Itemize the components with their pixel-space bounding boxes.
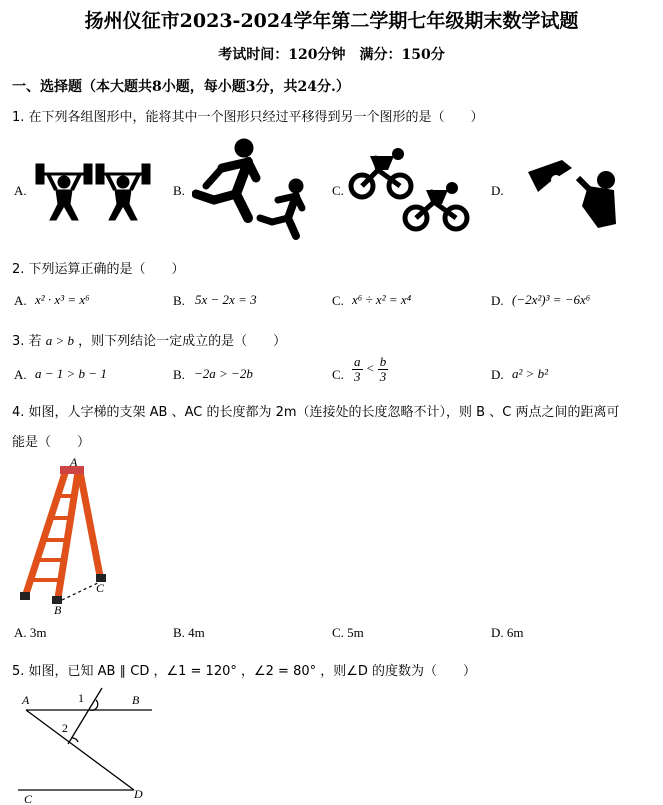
ladder-label-b: B — [54, 603, 62, 616]
question-4-stem-line2: 能是（ ） — [12, 435, 91, 450]
q1-option-d-label: D. — [491, 183, 504, 198]
q2-option-a-expr: x² · x³ = x⁶ — [35, 292, 90, 307]
q3-stem-suffix: ，则下列结论一定成立的是（ ） — [78, 334, 287, 349]
q2-option-a-label: A. — [14, 293, 27, 308]
cyclist-pair-icon — [348, 146, 470, 234]
fig5-label-a: A — [22, 693, 30, 707]
q3-option-c-expr — [352, 355, 388, 384]
question-4-stem-line1: 4. 如图，人字梯的支架 AB 、AC 的长度都为 2m（连接处的长度忽略不计），则 B 、C 两点之间的距离可 — [12, 405, 620, 420]
q3-c-den-a: 3 — [354, 369, 361, 384]
fig5-label-d: D — [134, 787, 143, 801]
q3-option-d-expr: a² > b² — [512, 366, 549, 381]
q4-option-a: A. 3m — [14, 625, 47, 640]
q1-option-a-label: A. — [14, 183, 27, 198]
question-2-stem: 2. 下列运算正确的是（ ） — [12, 262, 185, 277]
q2-option-c-expr: x⁶ ÷ x² = x⁴ — [352, 292, 412, 307]
q2-option-d-label: D. — [491, 293, 504, 308]
q2-option-d-expr: (−2x²)³ = −6x⁶ — [512, 292, 591, 307]
q3-c-num-a: a — [354, 354, 361, 369]
q4-option-c: C. 5m — [332, 625, 364, 640]
q3-stem-condition: a > b — [45, 333, 74, 348]
question-3-stem — [12, 330, 286, 349]
weightlifter-pair-icon — [34, 158, 152, 222]
fig5-angle-2: 2 — [62, 721, 68, 735]
q3-option-b-label: B. — [173, 367, 185, 382]
stepladder-figure — [14, 456, 124, 616]
q1-option-b-label: B. — [173, 183, 185, 198]
question-5-stem: 5. 如图，已知 AB ∥ CD ，∠1 = 120° ，∠2 = 80° ，则∠D 的度数为（ ） — [12, 664, 477, 679]
parallel-lines-figure — [14, 686, 164, 805]
fig5-label-b: B — [132, 693, 140, 707]
q3-c-den-b: 3 — [379, 369, 387, 384]
q3-option-a-label: A. — [14, 367, 27, 382]
question-1-stem: 1. 在下列各组图形中，能将其中一个图形只经过平移得到另一个图形的是（ ） — [12, 110, 484, 125]
q4-option-d: D. 6m — [491, 625, 524, 640]
q3-option-d-label: D. — [491, 367, 504, 382]
page-title: 扬州仪征市2023-2024学年第二学期七年级期末数学试题 — [84, 10, 579, 32]
swimmer-pair-icon — [526, 158, 622, 230]
q3-stem-prefix: 3. 若 — [12, 334, 42, 349]
section-heading: 一、选择题（本大题共8小题，每小题3分，共24分.） — [12, 79, 350, 95]
q3-c-op: < — [365, 360, 375, 376]
ladder-label-c: C — [96, 581, 105, 595]
q2-option-b-label: B. — [173, 293, 185, 308]
runner-pair-icon — [192, 138, 310, 244]
q3-option-b-expr: −2a > −2b — [194, 366, 253, 381]
q4-option-b: B. 4m — [173, 625, 205, 640]
fig5-angle-1: 1 — [78, 691, 84, 705]
q2-option-c-label: C. — [332, 293, 344, 308]
q3-option-c-label: C. — [332, 367, 344, 382]
exam-info: 考试时间：120分钟 满分：150分 — [218, 47, 445, 63]
q3-c-num-b: b — [379, 354, 387, 369]
fig5-label-c: C — [24, 792, 33, 805]
ladder-label-a: A — [70, 456, 78, 469]
q1-option-c-label: C. — [332, 183, 344, 198]
q3-option-a-expr: a − 1 > b − 1 — [35, 366, 107, 381]
q2-option-b-expr: 5x − 2x = 3 — [195, 292, 257, 307]
